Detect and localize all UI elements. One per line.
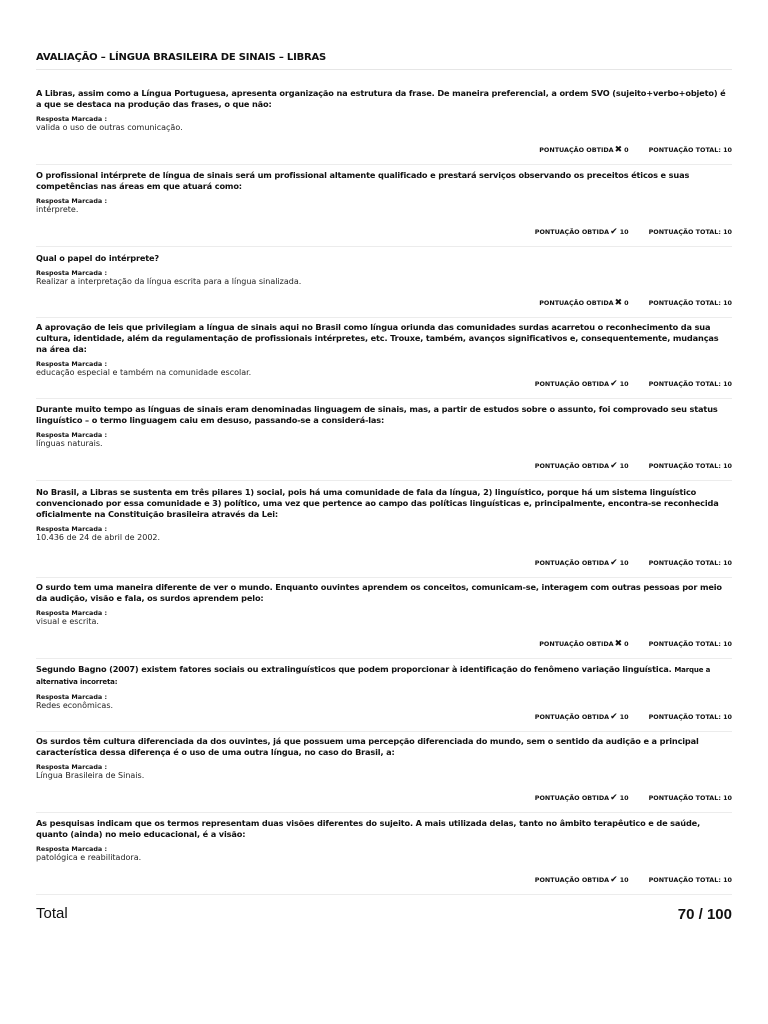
answer-label: Resposta Marcada : [36, 269, 108, 277]
answer-label: Resposta Marcada : [36, 845, 108, 853]
obtained-score [539, 299, 628, 307]
question-item [36, 487, 732, 578]
score-row [539, 299, 732, 307]
question-text [36, 170, 732, 192]
question-prompt: Segundo Bagno (2007) existem fatores sociais ou extralinguísticos que podem proporcionar à identificação do fenômeno variação linguística. [36, 664, 672, 674]
answer-label: Resposta Marcada : [36, 431, 108, 439]
question-text [36, 818, 732, 840]
total-score-label: PONTUAÇÃO TOTAL: 10 [648, 462, 732, 470]
obtained-score-value: 10 [619, 380, 629, 388]
obtained-score-value: 10 [619, 462, 629, 470]
obtained-score [535, 559, 629, 567]
obtained-score [535, 462, 629, 470]
check-icon: ✔ [610, 793, 618, 803]
question-item [36, 736, 732, 813]
answer-label: Resposta Marcada : [36, 525, 108, 533]
x-icon: ✖ [614, 298, 623, 308]
total-score-label: PONTUAÇÃO TOTAL: 10 [648, 146, 732, 154]
score-row [535, 876, 732, 884]
marked-answer: Realizar a interpretação da língua escrita para a língua sinalizada. [36, 277, 302, 286]
total-score-label: PONTUAÇÃO TOTAL: 10 [648, 876, 732, 884]
question-item [36, 170, 732, 247]
score-row [535, 380, 732, 388]
question-text [36, 404, 732, 426]
marked-answer: 10.436 de 24 de abril de 2002. [36, 533, 161, 542]
question-prompt: A aprovação de leis que privilegiam a língua de sinais aqui no Brasil como língua oriunda das comunidades surdas acarretou o reconhecimento da sua cultura, identidade, além da regulamentação de profissionais intérpretes, etc. Trouxe, também, avanços significativos e, consequentemente, mudanças na área da: [36, 322, 719, 354]
question-text [36, 664, 732, 688]
score-row [535, 228, 732, 236]
check-icon: ✔ [610, 558, 618, 568]
question-prompt: A Libras, assim como a Língua Portuguesa, apresenta organização na estrutura da frase. De maneira preferencial, a ordem SVO (sujeito+verbo+objeto) é a que se destaca na produção das frases, o que não: [36, 88, 726, 109]
obtained-score-value: 10 [619, 794, 629, 802]
obtained-score-label: PONTUAÇÃO OBTIDA [534, 228, 610, 236]
question-text [36, 736, 732, 758]
question-instruction: Marque a alternativa incorreta: [36, 666, 711, 686]
score-row [539, 640, 732, 648]
total-score-label: PONTUAÇÃO TOTAL: 10 [648, 299, 732, 307]
question-prompt: No Brasil, a Libras se sustenta em três pilares 1) social, pois há uma comunidade de fala da língua, 2) linguístico, porque há um sistema linguístico convencionado por essa comunidade e 3) político, uma vez que pertence ao campo das políticas linguísticas e, principalmente, encontra-se reconhecida oficialmente na Constituição brasileira através da Lei: [36, 487, 719, 519]
obtained-score-value: 0 [624, 640, 629, 648]
obtained-score-label: PONTUAÇÃO OBTIDA [534, 559, 610, 567]
score-row [535, 794, 732, 802]
header-divider [36, 69, 732, 70]
marked-answer: valida o uso de outras comunicação. [36, 123, 183, 132]
marked-answer: línguas naturais. [36, 439, 103, 448]
obtained-score-label: PONTUAÇÃO OBTIDA [534, 380, 610, 388]
question-text [36, 253, 732, 264]
obtained-score [539, 146, 628, 154]
check-icon: ✔ [610, 379, 618, 389]
question-prompt: Os surdos têm cultura diferenciada da dos ouvintes, já que possuem uma percepção diferenciada do mundo, sem o sentido da audição e a principal característica dessa diferença é o uso de uma outra língua, no caso do Brasil, a: [36, 736, 699, 757]
obtained-score-label: PONTUAÇÃO OBTIDA [539, 146, 614, 154]
answer-label: Resposta Marcada : [36, 763, 108, 771]
obtained-score [535, 228, 629, 236]
question-item [36, 88, 732, 165]
total-score: 70 / 100 [677, 906, 732, 923]
question-prompt: O profissional intérprete de língua de sinais será um profissional altamente qualificado e prestará serviços observando os preceitos éticos e suas competências nas áreas em que atuará como: [36, 170, 690, 191]
answer-label: Resposta Marcada : [36, 115, 108, 123]
obtained-score-label: PONTUAÇÃO OBTIDA [539, 299, 614, 307]
question-item [36, 664, 732, 732]
marked-answer: educação especial e também na comunidade escolar. [36, 368, 252, 377]
answer-label: Resposta Marcada : [36, 609, 108, 617]
total-label: Total [36, 905, 68, 922]
question-text [36, 487, 732, 520]
question-item [36, 582, 732, 659]
obtained-score-value: 10 [619, 559, 629, 567]
obtained-score-label: PONTUAÇÃO OBTIDA [534, 794, 610, 802]
total-score-label: PONTUAÇÃO TOTAL: 10 [648, 228, 732, 236]
obtained-score-label: PONTUAÇÃO OBTIDA [539, 640, 614, 648]
obtained-score [535, 380, 629, 388]
marked-answer: visual e escrita. [36, 617, 99, 626]
obtained-score-label: PONTUAÇÃO OBTIDA [534, 876, 610, 884]
check-icon: ✔ [610, 712, 618, 722]
check-icon: ✔ [610, 875, 618, 885]
question-prompt: Qual o papel do intérprete? [36, 253, 159, 263]
answer-label: Resposta Marcada : [36, 360, 108, 368]
question-text [36, 322, 732, 355]
total-score-label: PONTUAÇÃO TOTAL: 10 [648, 713, 732, 721]
total-score-label: PONTUAÇÃO TOTAL: 10 [648, 794, 732, 802]
obtained-score [535, 713, 629, 721]
obtained-score-label: PONTUAÇÃO OBTIDA [534, 462, 610, 470]
x-icon: ✖ [614, 145, 623, 155]
obtained-score [539, 640, 628, 648]
obtained-score [535, 794, 629, 802]
obtained-score [535, 876, 629, 884]
marked-answer: Redes econômicas. [36, 701, 114, 710]
question-item [36, 253, 732, 318]
question-item [36, 818, 732, 895]
obtained-score-value: 10 [619, 876, 629, 884]
answer-label: Resposta Marcada : [36, 693, 108, 701]
marked-answer: patológica e reabilitadora. [36, 853, 142, 862]
check-icon: ✔ [610, 461, 618, 471]
total-score-label: PONTUAÇÃO TOTAL: 10 [648, 640, 732, 648]
marked-answer: Língua Brasileira de Sinais. [36, 771, 145, 780]
total-score-label: PONTUAÇÃO TOTAL: 10 [648, 559, 732, 567]
obtained-score-label: PONTUAÇÃO OBTIDA [534, 713, 610, 721]
check-icon: ✔ [610, 227, 618, 237]
answer-label: Resposta Marcada : [36, 197, 108, 205]
score-row [535, 559, 732, 567]
question-item [36, 404, 732, 481]
score-row [535, 462, 732, 470]
x-icon: ✖ [614, 639, 623, 649]
question-prompt: O surdo tem uma maneira diferente de ver o mundo. Enquanto ouvintes aprendem os conceitos, comunicam-se, interagem com outras pessoas por meio da audição, visão e fala, os surdos aprendem pelo: [36, 582, 722, 603]
score-row [539, 146, 732, 154]
obtained-score-value: 10 [619, 713, 629, 721]
question-text [36, 582, 732, 604]
marked-answer: intérprete. [36, 205, 79, 214]
obtained-score-value: 0 [624, 299, 629, 307]
total-score-label: PONTUAÇÃO TOTAL: 10 [648, 380, 732, 388]
obtained-score-value: 0 [624, 146, 629, 154]
page-title: AVALIAÇÃO – LÍNGUA BRASILEIRA DE SINAIS – LIBRAS [36, 52, 327, 63]
question-prompt: Durante muito tempo as línguas de sinais eram denominadas linguagem de sinais, mas, a partir de estudos sobre o assunto, foi comprovado seu status linguístico – o termo linguagem caiu em desuso, passando-se a considerá-las: [36, 404, 718, 425]
obtained-score-value: 10 [619, 228, 629, 236]
question-prompt: As pesquisas indicam que os termos representam duas visões diferentes do sujeito. A mais utilizada delas, tanto no âmbito terapêutico e de saúde, quanto (ainda) no meio educacional, é a visão: [36, 818, 701, 839]
question-text [36, 88, 732, 110]
question-item [36, 322, 732, 399]
score-row [535, 713, 732, 721]
